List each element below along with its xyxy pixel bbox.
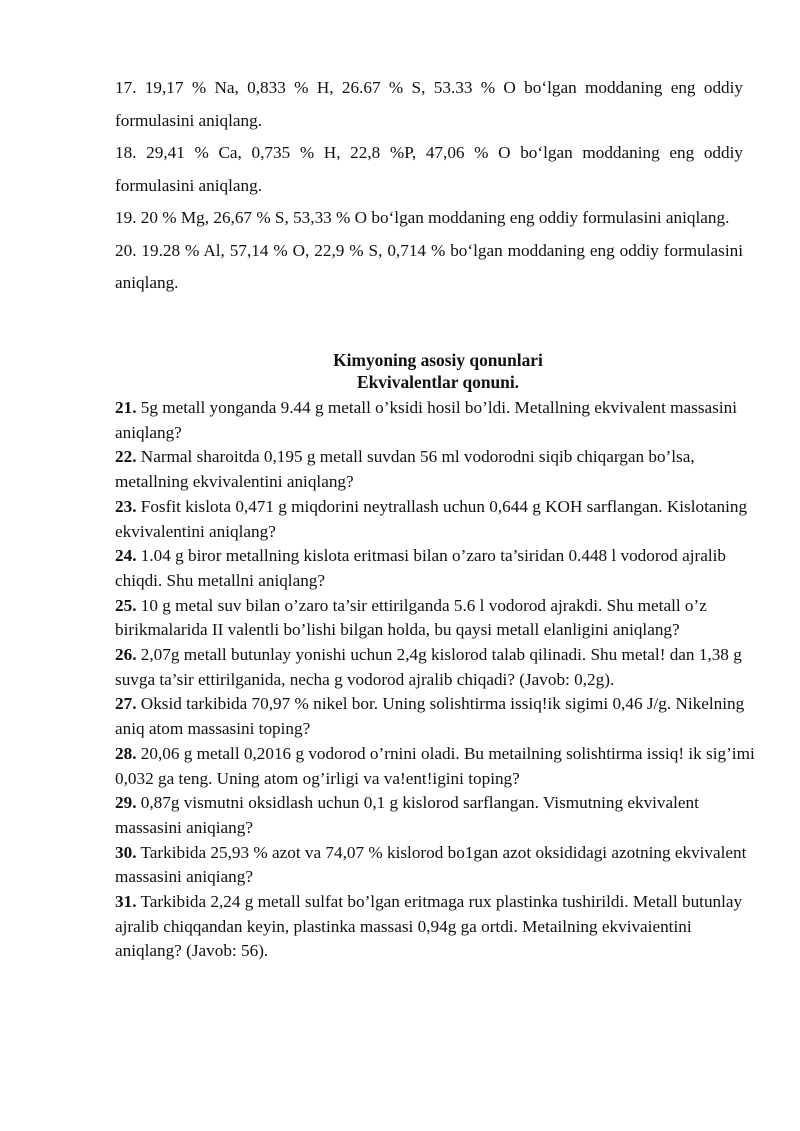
- problem-number: 23.: [115, 496, 137, 516]
- problem-number: 31.: [115, 892, 137, 912]
- problem-19: 19. 20 % Mg, 26,67 % S, 53,33 % O bo‘lgan moddaning eng oddiy formulasini aniqlang.: [115, 208, 730, 227]
- problem-number: 28.: [115, 743, 137, 763]
- problem-text: 5g metall yonganda 9.44 g metall o’ksidi hosil bo’ldi. Metallning ekvivalent massasini aniqlang?: [115, 398, 737, 442]
- problem-17: 17. 19,17 % Na, 0,833 % H, 26.67 % S, 53.33 % O bo‘lgan moddaning eng oddiy formulasini aniqlang.: [115, 78, 743, 130]
- problem-text: Tarkibida 25,93 % azot va 74,07 % kislorod bo1gan azot oksididagi azotning ekvivalent massasini aniqiang?: [115, 842, 747, 887]
- problem-25: [115, 594, 755, 643]
- equivalent-problems: [115, 396, 755, 964]
- problem-text: 1.04 g biror metallning kislota eritmasi bilan o’zaro ta’siridan 0.448 l vodorod ajralib chiqdi. Shu metallni aniqlang?: [115, 546, 726, 590]
- problem-text: Oksid tarkibida 70,97 % nikel bor. Uning solishtirma issiq!ik sigimi 0,46 J/g. Nikelning aniq atom massasini toping?: [115, 694, 745, 739]
- section-heading: [115, 349, 761, 393]
- problem-18: 18. 29,41 % Ca, 0,735 % H, 22,8 %P, 47,06 % O bo‘lgan moddaning eng oddiy formulasini aniqlang.: [115, 143, 743, 195]
- problem-number: 25.: [115, 595, 137, 615]
- problem-number: 30.: [115, 842, 137, 862]
- problem-text: Tarkibida 2,24 g metall sulfat bo’lgan eritmaga rux plastinka tushirildi. Metall butunlay ajralib chiqqandan keyin, plastinka massasi 0,94g ga ortdi. Metailning ekvivaientini aniqlang? (Javob: 56).: [115, 892, 743, 961]
- problem-30: [115, 841, 755, 890]
- problem-number: 22.: [115, 447, 137, 467]
- problem-21: [115, 396, 755, 445]
- problem-23: [115, 495, 755, 544]
- problem-text: 2,07g metall butunlay yonishi uchun 2,4g kislorod talab qilinadi. Shu metal! dan 1,38 g suvga ta’sir ettirilganida, necha g vodorod ajralib chiqadi? (Javob: 0,2g).: [115, 645, 742, 689]
- problem-29: [115, 791, 755, 840]
- problem-31: [115, 890, 755, 964]
- problem-number: 24.: [115, 546, 137, 566]
- problem-24: [115, 544, 755, 593]
- problem-27: [115, 692, 755, 741]
- section-subtitle: Ekvivalentlar qonuni.: [356, 372, 520, 392]
- problem-20: 20. 19.28 % Al, 57,14 % O, 22,9 % S, 0,714 % bo‘lgan moddaning eng oddiy formulasini aniqlang.: [115, 240, 743, 292]
- problem-text: Fosfit kislota 0,471 g miqdorini neytrallash uchun 0,644 g KOH sarflangan. Kislotaning ekvivalentini aniqlang?: [115, 496, 748, 541]
- problem-22: [115, 445, 755, 494]
- problem-number: 27.: [115, 694, 137, 714]
- problem-number: 29.: [115, 793, 137, 813]
- problem-number: 26.: [115, 645, 137, 665]
- problem-28: [115, 742, 755, 791]
- problem-text: 10 g metal suv bilan o’zaro ta’sir ettirilganda 5.6 l vodorod ajrakdi. Shu metall o’z birikmalarida II valentli bo’lishi bilgan holda, bu qaysi metall elanligini aniqlang?: [115, 595, 707, 640]
- problem-26: [115, 643, 755, 692]
- section-title: Kimyoning asosiy qonunlari: [333, 350, 543, 370]
- problem-number: 21.: [115, 398, 137, 417]
- formula-problems: [115, 72, 743, 300]
- problem-text: 0,87g vismutni oksidlash uchun 0,1 g kislorod sarflangan. Vismutning ekvivalent massasini aniqiang?: [115, 793, 699, 837]
- problem-text: 20,06 g metall 0,2016 g vodorod o’rnini oladi. Bu metailning solishtirma issiq! ik sig’imi 0,032 ga teng. Uning atom og’irligi va va!ent!igini toping?: [115, 743, 755, 788]
- problem-text: Narmal sharoitda 0,195 g metall suvdan 56 ml vodorodni siqib chiqargan bo’lsa, metallning ekvivalentini aniqlang?: [115, 447, 695, 492]
